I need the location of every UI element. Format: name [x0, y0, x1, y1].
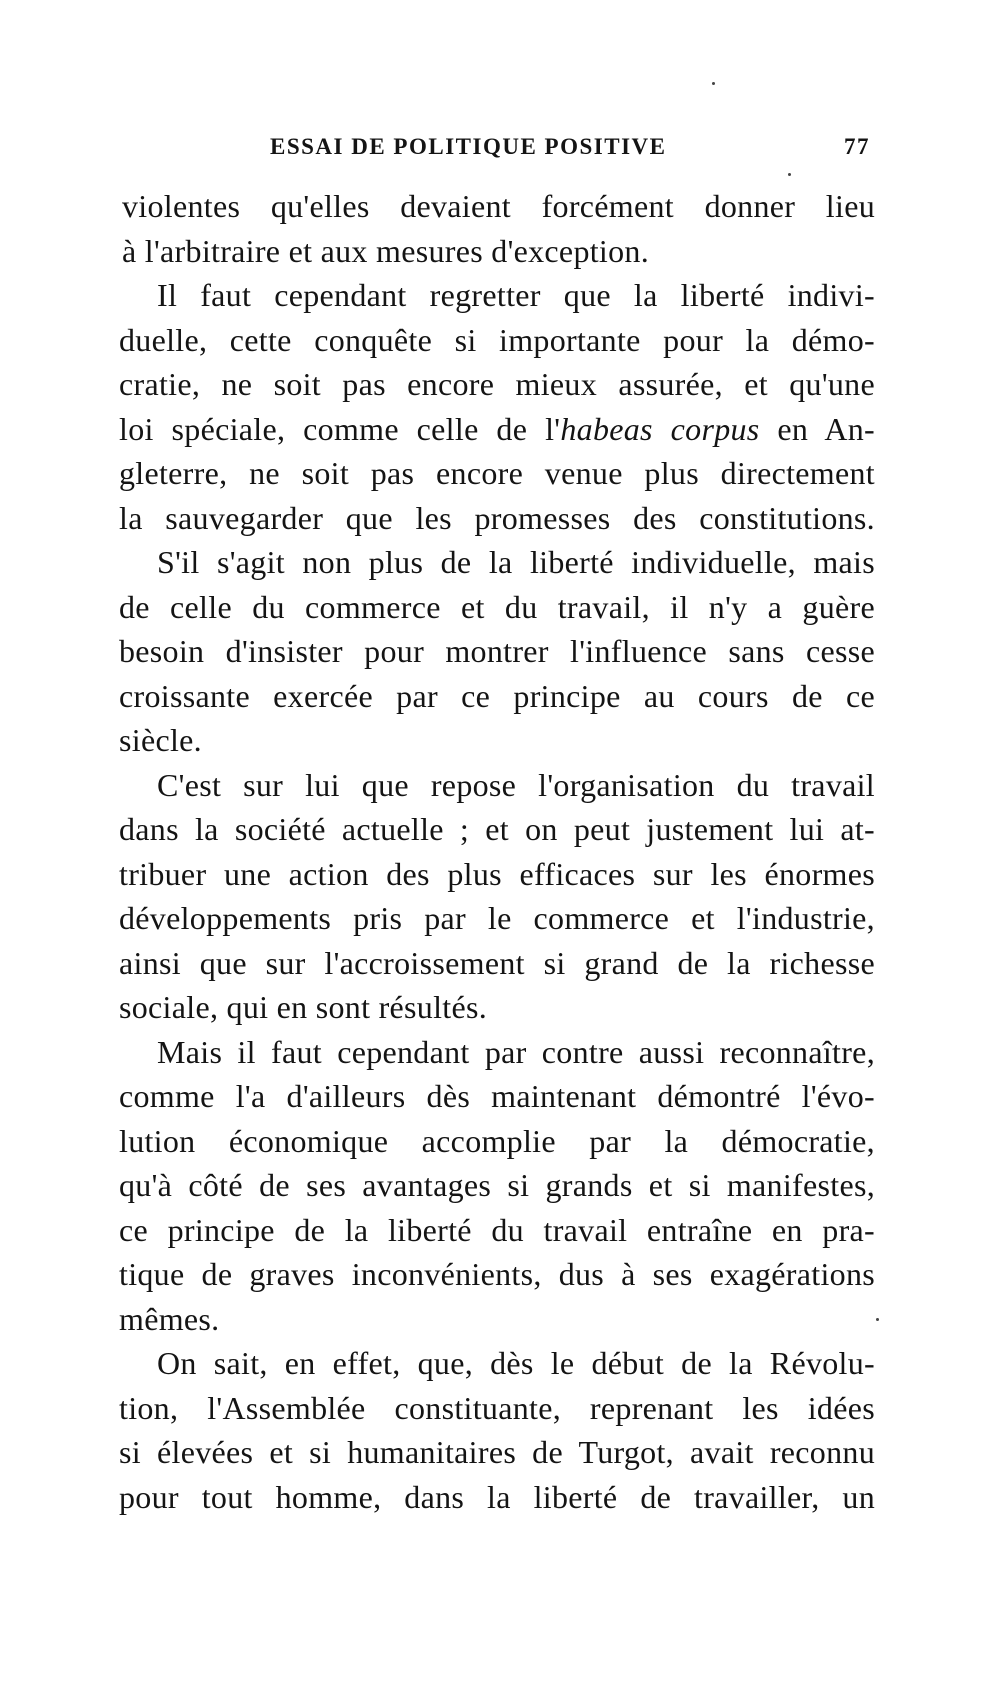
page-header: [270, 134, 870, 168]
text-line: ce principe de la liberté du travail entraîne en pra-: [119, 1211, 875, 1248]
text-line: dans la société actuelle ; et on peut justement lui at-: [119, 811, 875, 847]
paragraph: [119, 1341, 875, 1519]
text-line: violentes qu'elles devaient forcément donner lieu: [122, 188, 875, 224]
paragraph: [119, 273, 875, 540]
text-line: tribuer une action des plus efficaces sur les énormes: [119, 855, 875, 892]
paragraph: [119, 540, 875, 763]
text-line: Il faut cependant regretter que la liberté indivi-: [157, 277, 875, 313]
text-line: de celle du commerce et du travail, il n'y a guère: [119, 588, 875, 625]
text-line: si élevées et si humanitaires de Turgot, avait reconnu: [119, 1434, 875, 1470]
text-line: C'est sur lui que repose l'organisation du travail: [157, 766, 875, 803]
text-line: ainsi que sur l'accroissement si grand de la richesse: [119, 944, 875, 981]
text-line: la sauvegarder que les promesses des constitutions.: [119, 499, 875, 536]
text-line: S'il s'agit non plus de la liberté individuelle, mais: [157, 544, 875, 580]
text-line: Mais il faut cependant par contre aussi reconnaître,: [157, 1033, 875, 1070]
text-line: besoin d'insister pour montrer l'influence sans cesse: [119, 633, 875, 669]
paragraph: [119, 184, 875, 273]
running-title: ESSAI DE POLITIQUE POSITIVE: [270, 134, 667, 159]
text-segment: loi spéciale, comme celle de l': [119, 410, 561, 447]
text-line: pour tout homme, dans la liberté de travailler, un: [119, 1478, 875, 1515]
paragraph: [119, 763, 875, 1030]
text-line: siècle.: [119, 722, 202, 758]
paragraph: [119, 1030, 875, 1342]
text-line: sociale, qui en sont résultés.: [119, 989, 488, 1025]
text-line: On sait, en effet, que, dès le début de la Révolu-: [157, 1345, 875, 1381]
text-line: qu'à côté de ses avantages si grands et si manifestes,: [119, 1167, 875, 1203]
italic-term: habeas corpus: [560, 410, 760, 447]
print-speck: [788, 173, 791, 176]
text-line: tion, l'Assemblée constituante, reprenant les idées: [119, 1389, 875, 1426]
text-line: tique de graves inconvénients, dus à ses exagérations: [119, 1256, 875, 1292]
text-line: duelle, cette conquête si importante pour la démo-: [119, 321, 875, 358]
print-speck: [876, 1318, 879, 1321]
text-line: développements pris par le commerce et l'industrie,: [119, 900, 875, 936]
text-line-with-italic: [119, 407, 875, 452]
page-number: 77: [844, 134, 870, 159]
text-line: comme l'a d'ailleurs dès maintenant démontré l'évo-: [119, 1078, 875, 1114]
text-line: à l'arbitraire et aux mesures d'exception.: [122, 232, 650, 269]
text-line: cratie, ne soit pas encore mieux assurée, et qu'une: [119, 366, 875, 402]
text-line: croissante exercée par ce principe au cours de ce: [119, 677, 875, 714]
text-line: gleterre, ne soit pas encore venue plus directement: [119, 455, 875, 491]
body-text: [119, 184, 875, 1519]
text-line: mêmes.: [119, 1300, 220, 1337]
print-speck: [712, 82, 715, 85]
text-segment: en An-: [759, 410, 875, 447]
text-line: lution économique accomplie par la démocratie,: [119, 1122, 875, 1159]
